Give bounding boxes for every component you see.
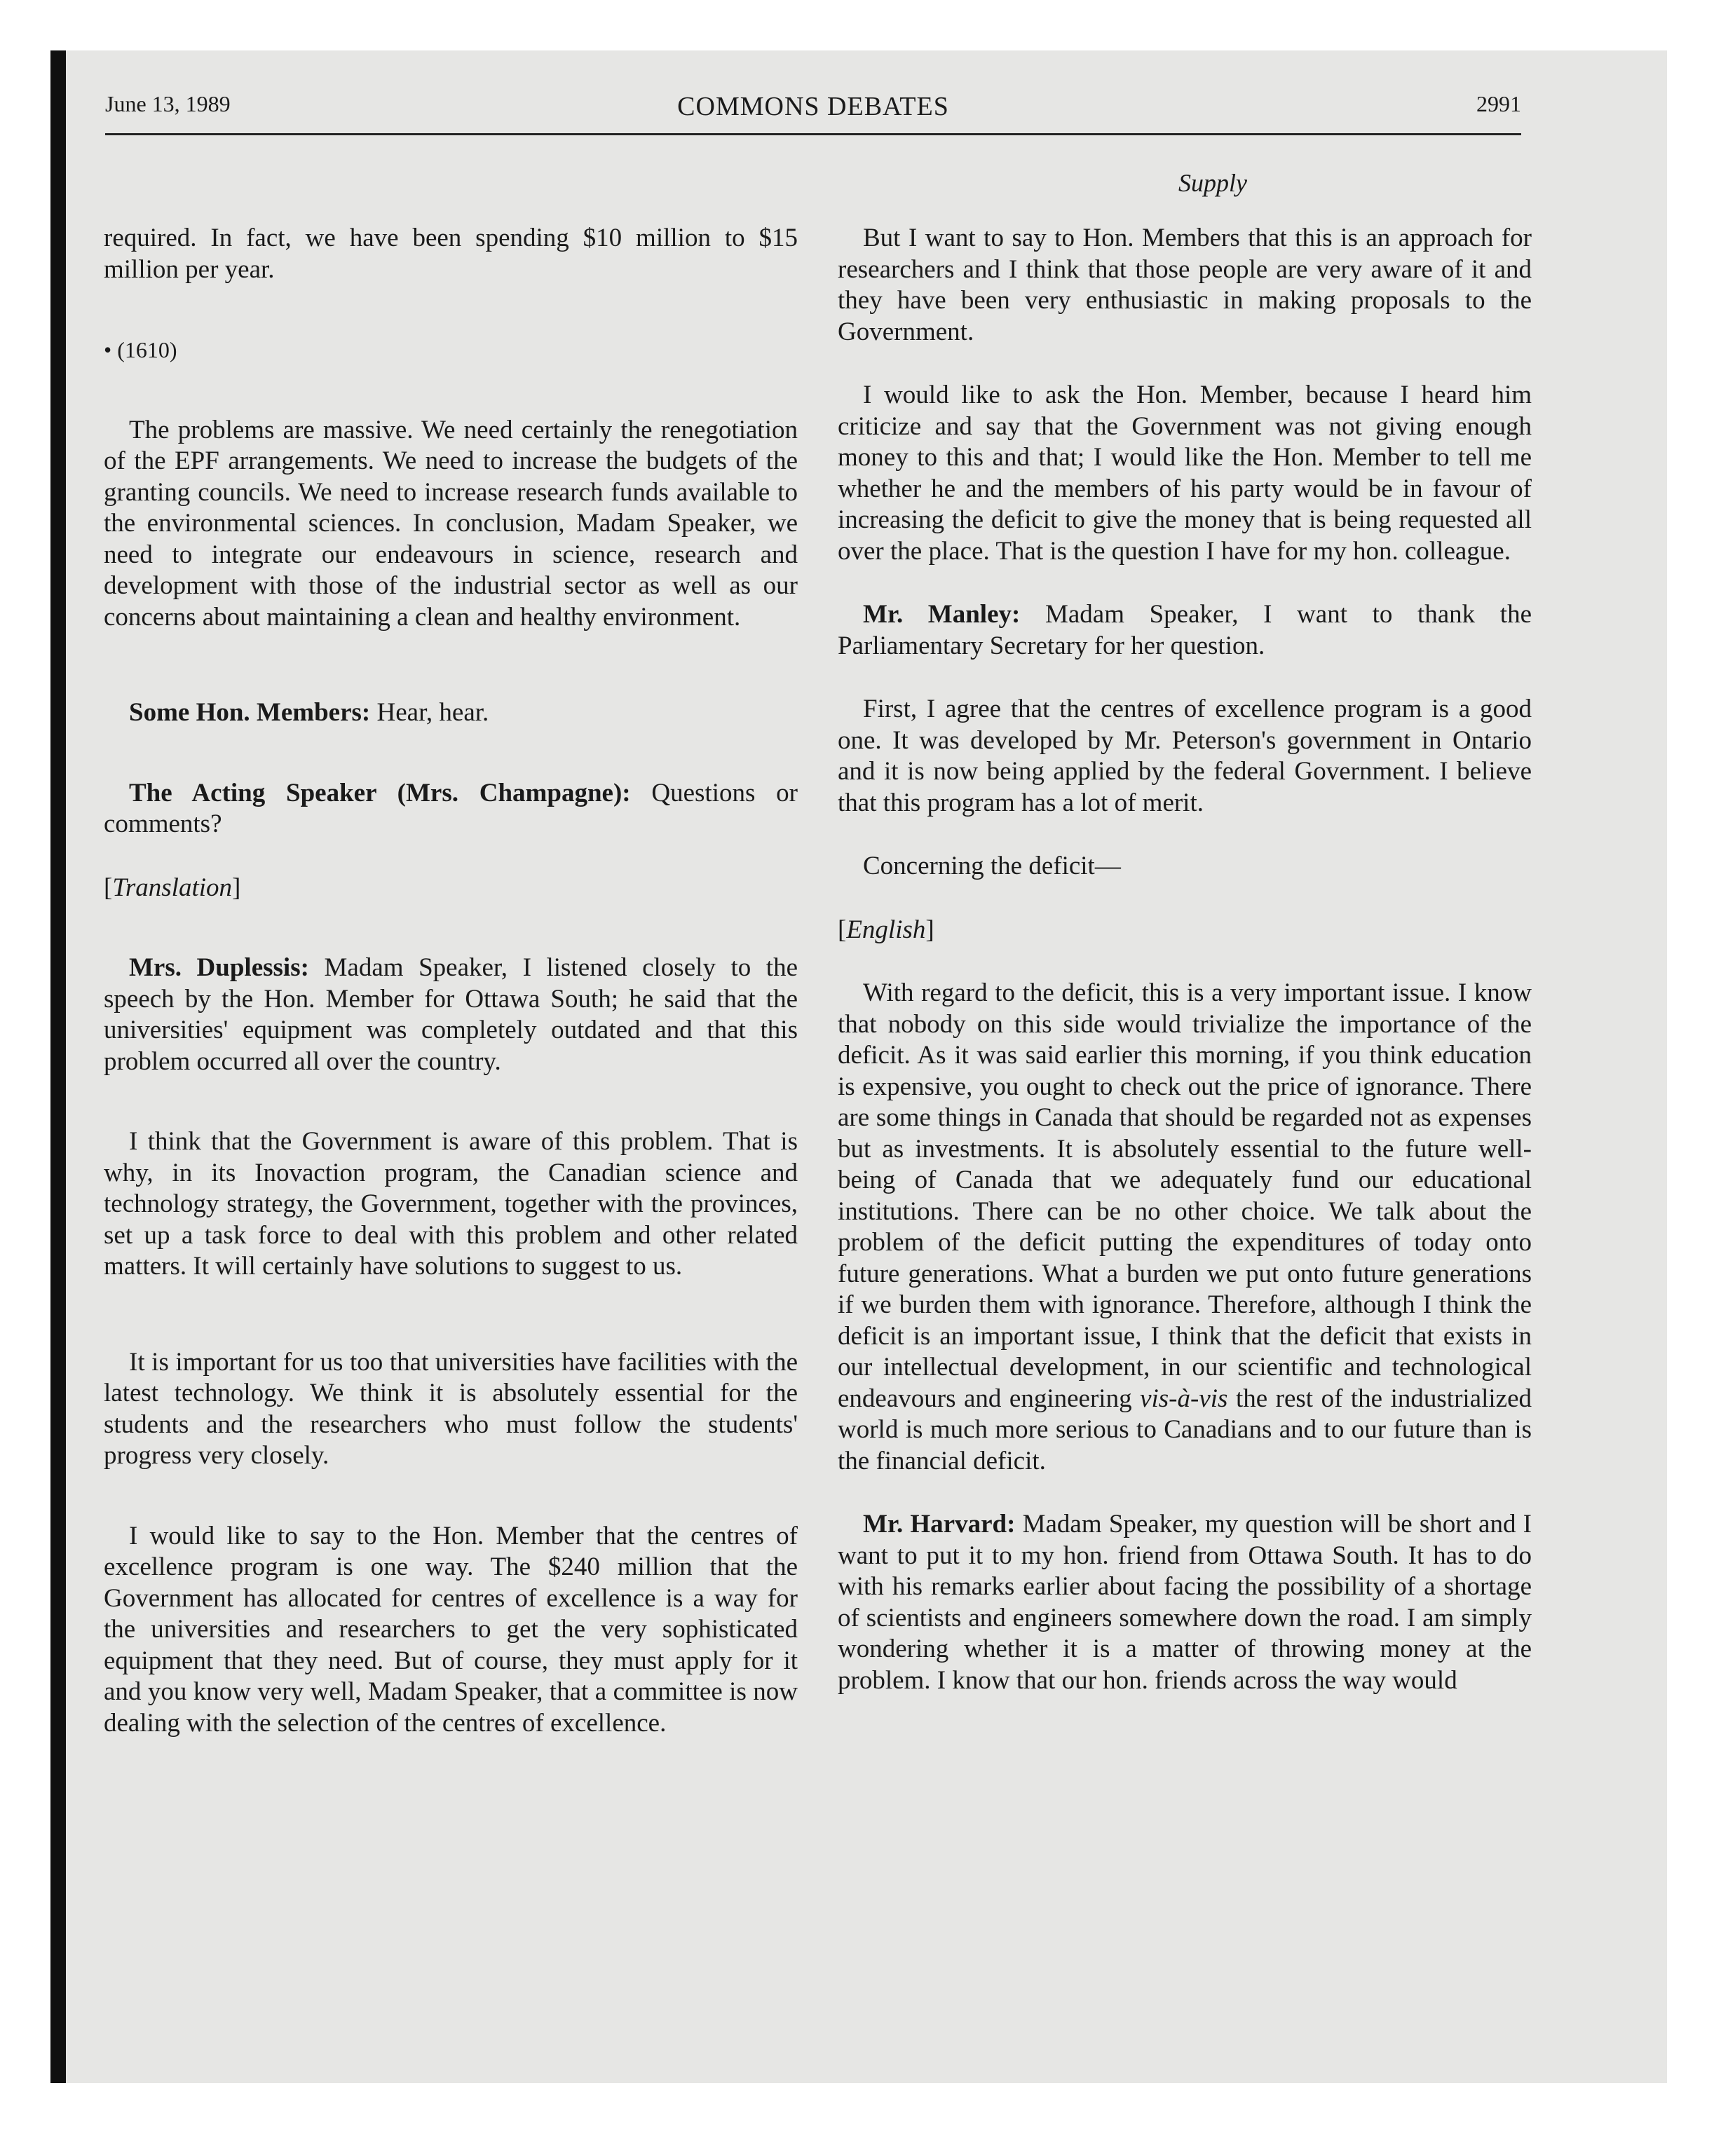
paragraph: The problems are massive. We need certainly the renegotiation of the EPF arrangements. We need to increase the budgets of the granting councils. We need to increase research funds available to the environmental sciences. In conclusion, Madam Speaker, we need to integrate our endeavours in science, research and development with those of the industrial sector as well as our concerns about maintaining a clean and healthy environment. — [104, 415, 798, 632]
paragraph: Concerning the deficit— — [863, 852, 1121, 880]
paragraph: It is important for us too that universities have facilities with the latest technology. We think it is absolutely essential for the students and the researchers who must follow the students' progress very closely. — [104, 1347, 798, 1470]
running-head: Supply — [1178, 169, 1247, 197]
paragraph — [104, 697, 798, 729]
header-title: COMMONS DEBATES — [677, 92, 949, 121]
paragraph: I think that the Government is aware of this problem. That is why, in its Inovaction program, the Canadian science and technology strategy, the Government, together with the provinces, set up a task force to deal with this problem and other related matters. It will certainly have solutions to suggest to us. — [104, 1127, 798, 1281]
page-header — [105, 91, 1521, 133]
scan-margin — [0, 0, 1735, 50]
speech-text: the rest of the industrialized world is much more serious to Canadians and to our future than is the financial deficit. — [838, 1384, 1532, 1475]
paragraph: I would like to say to the Hon. Member that the centres of excellence program is one way. The $240 million that the Government has allocated for centres of excellence is a way for the universities and researchers to get the very sophisticated equipment that they need. But of course, they must apply for it and you know very well, Madam Speaker, that a committee is now dealing with the selection of the centres of excellence. — [104, 1521, 798, 1738]
paragraph: I would like to ask the Hon. Member, because I heard him criticize and say that the Government was not giving enough money to this and that; I would like the Hon. Member to tell me whether he and the members of his party would be in favour of increasing the deficit to give the money that is being requested all over the place. That is the question I have for my hon. colleague. — [838, 381, 1532, 566]
speaker-name: Mr. Harvard: — [863, 1510, 1016, 1538]
speaker-name: Mr. Manley: — [863, 600, 1021, 629]
time-marker: • (1610) — [104, 337, 177, 362]
language-marker: [English] — [838, 915, 934, 944]
speech-text: With regard to the deficit, this is a very important issue. I know that nobody on this side would trivialize the importance of the deficit. As it was said earlier this morning, if you think education is expensive, you ought to check out the price of ignorance. There are some things in Canada that should be regarded not as expenses but as investments. It is absolutely essential to the future well-being of Canada that we adequately fund our educational institutions. There can be no other choice. We talk about the problem of the deficit putting the expenditures of today onto future generations. What a burden we put onto future generations if we burden them with ignorance. Therefore, although I think the deficit is an important issue, I think that the deficit that exists in our intellectual development, in our scientific and technological endeavours and engineering — [838, 978, 1532, 1413]
speech-text: Madam Speaker, my question will be short and I want to put it to my hon. friend from Ottawa South. It has to do with his remarks earlier about facing the possibility of a shortage of scientists and engineers somewhere down the road. I am simply wondering whether it is a matter of throwing money at the problem. I know that our hon. friends across the way would — [838, 1510, 1532, 1695]
speech-text: Questions or comments? — [104, 778, 798, 838]
speech-text: Madam Speaker, I listened closely to the speech by the Hon. Member for Ottawa South; he said that the universities' equipment was completely outdated and that this problem occurred all over the country. — [104, 953, 798, 1076]
paragraph — [838, 1509, 1532, 1696]
speaker-name: The Acting Speaker (Mrs. Champagne): — [129, 778, 631, 807]
right-column — [838, 223, 1532, 1696]
left-column — [104, 223, 798, 1739]
speech-text: Madam Speaker, I want to thank the Parliamentary Secretary for her question. — [838, 600, 1532, 660]
speaker-name: Mrs. Duplessis: — [129, 953, 309, 982]
header-page-number: 2991 — [1476, 91, 1521, 116]
header-date: June 13, 1989 — [105, 91, 231, 116]
header-rule — [105, 133, 1521, 135]
language-marker: [Translation] — [104, 873, 241, 902]
paragraph: required. In fact, we have been spending $10 million to $15 million per year. — [104, 224, 798, 284]
paragraph — [838, 599, 1532, 662]
speaker-name: Some Hon. Members: — [129, 698, 371, 727]
paragraph — [104, 778, 798, 840]
paragraph — [838, 978, 1532, 1477]
paragraph: First, I agree that the centres of excellence program is a good one. It was developed by Mr. Peterson's government in Ontario and it is now being applied by the federal Government. I believe that this program has a lot of merit. — [838, 695, 1532, 817]
speech-text: Hear, hear. — [370, 698, 489, 727]
paragraph — [104, 953, 798, 1077]
italic-term: vis-à-vis — [1140, 1384, 1228, 1413]
scan-binding-edge — [50, 50, 66, 2083]
language-marker-text: Translation — [112, 873, 233, 902]
language-marker-text: English — [846, 915, 926, 944]
paragraph: But I want to say to Hon. Members that this is an approach for researchers and I think that those people are very aware of it and they have been very enthusiastic in making proposals to the Government. — [838, 224, 1532, 346]
